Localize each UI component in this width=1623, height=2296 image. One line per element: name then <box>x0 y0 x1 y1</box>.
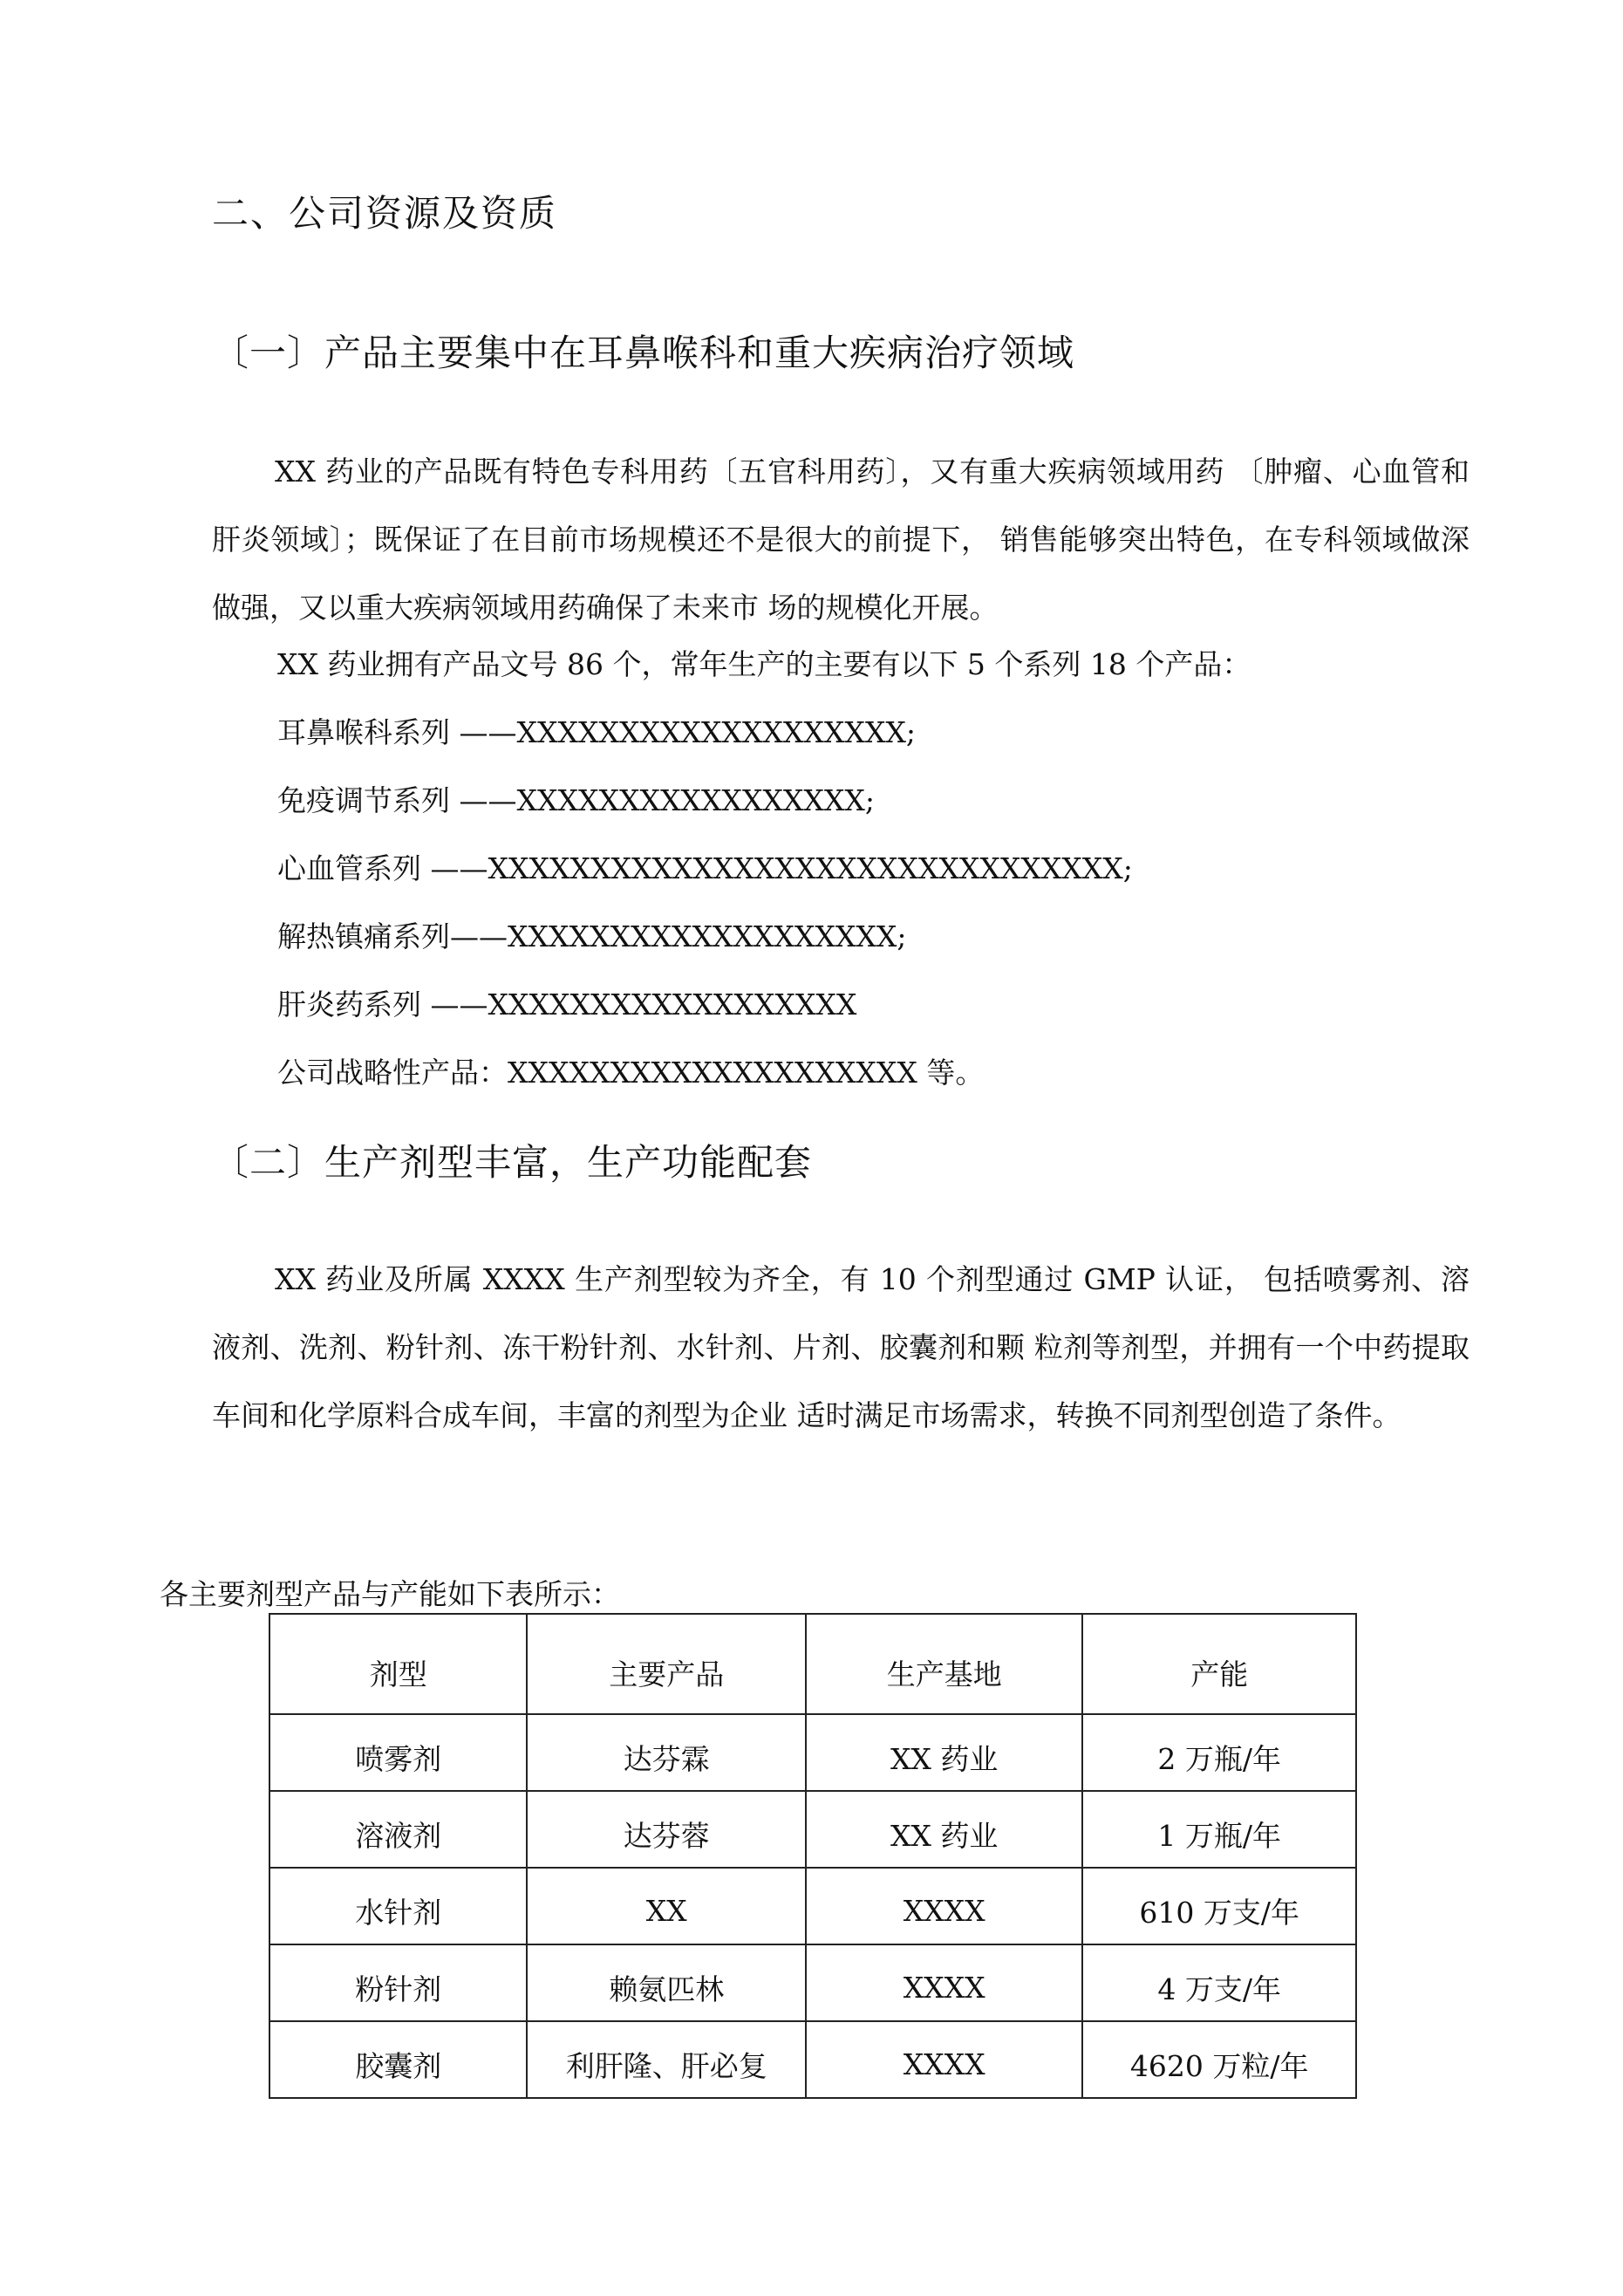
header-main-products: 主要产品 <box>527 1614 805 1714</box>
cell-production-base: XXXX <box>806 1944 1083 2021</box>
section-title: 二、公司资源及资质 <box>212 192 558 235</box>
subsection-title-2: 〔二〕生产剂型丰富，生产功能配套 <box>212 1141 813 1184</box>
cell-main-product: XX <box>527 1868 805 1944</box>
cell-main-product: 达芬霖 <box>527 1714 805 1791</box>
cell-production-base: XXXX <box>806 1868 1083 1944</box>
series-line-analgesic: 解热镇痛系列——XXXXXXXXXXXXXXXXXXX; <box>277 919 907 953</box>
series-line-ent: 耳鼻喉科系列 ——XXXXXXXXXXXXXXXXXXX; <box>277 715 916 749</box>
cell-main-product: 利肝隆、肝必复 <box>527 2021 805 2098</box>
product-count-line: XX 药业拥有产品文号 86 个，常年生产的主要有以下 5 个系列 18 个产品： <box>277 647 1251 681</box>
header-capacity: 产能 <box>1082 1614 1356 1714</box>
header-production-base: 生产基地 <box>806 1614 1083 1714</box>
cell-capacity: 1 万瓶/年 <box>1082 1791 1356 1868</box>
cell-production-base: XX 药业 <box>806 1714 1083 1791</box>
series-line-cardio: 心血管系列 ——XXXXXXXXXXXXXXXXXXXXXXXXXXXXXXX; <box>277 851 1133 885</box>
table-row <box>269 1791 1356 1868</box>
table-row <box>269 1944 1356 2021</box>
cell-main-product: 赖氨匹林 <box>527 1944 805 2021</box>
table-row <box>269 1714 1356 1791</box>
cell-capacity: 610 万支/年 <box>1082 1868 1356 1944</box>
cell-dosage-form: 粉针剂 <box>269 1944 527 2021</box>
series-line-hepatitis: 肝炎药系列 ——XXXXXXXXXXXXXXXXXX <box>277 987 857 1022</box>
cell-capacity: 4620 万粒/年 <box>1082 2021 1356 2098</box>
table-caption: 各主要剂型产品与产能如下表所示： <box>160 1577 620 1611</box>
cell-production-base: XXXX <box>806 2021 1083 2098</box>
paragraph-products: XX 药业的产品既有特色专科用药〔五官科用药〕，又有重大疾病领域用药 〔肿瘤、心血管和肝炎领域〕；既保证了在目前市场规模还不是很大的前提下， 销售能够突出特色，在专科领域做深做强，又以重大疾病领域用药确保了未来市 场的规模化开展。 <box>212 454 1470 625</box>
cell-dosage-form: 胶囊剂 <box>269 2021 527 2098</box>
table-row <box>269 1868 1356 1944</box>
header-dosage-form: 剂型 <box>269 1614 527 1714</box>
cell-main-product: 达芬蓉 <box>527 1791 805 1868</box>
table-row <box>269 2021 1356 2098</box>
cell-dosage-form: 溶液剂 <box>269 1791 527 1868</box>
cell-dosage-form: 喷雾剂 <box>269 1714 527 1791</box>
cell-capacity: 2 万瓶/年 <box>1082 1714 1356 1791</box>
strategic-products-line: 公司战略性产品：XXXXXXXXXXXXXXXXXXXX 等。 <box>277 1056 985 1090</box>
cell-production-base: XX 药业 <box>806 1791 1083 1868</box>
series-line-immune: 免疫调节系列 ——XXXXXXXXXXXXXXXXX; <box>277 783 875 817</box>
cell-dosage-form: 水针剂 <box>269 1868 527 1944</box>
cell-capacity: 4 万支/年 <box>1082 1944 1356 2021</box>
paragraph-dosage-forms: XX 药业及所属 XXXX 生产剂型较为齐全，有 10 个剂型通过 GMP 认证， 包括喷雾剂、溶液剂、洗剂、粉针剂、冻干粉针剂、水针剂、片剂、胶囊剂和颗 粒剂等剂型，并拥有一个中药提取车间和化学原料合成车间，丰富的剂型为企业 适时满足市场需求，转换不同剂型创造了条件。 <box>212 1262 1470 1432</box>
subsection-title-1: 〔一〕产品主要集中在耳鼻喉科和重大疾病治疗领域 <box>212 331 1075 374</box>
table-header-row <box>269 1614 1356 1714</box>
capacity-table <box>269 1613 1357 2099</box>
